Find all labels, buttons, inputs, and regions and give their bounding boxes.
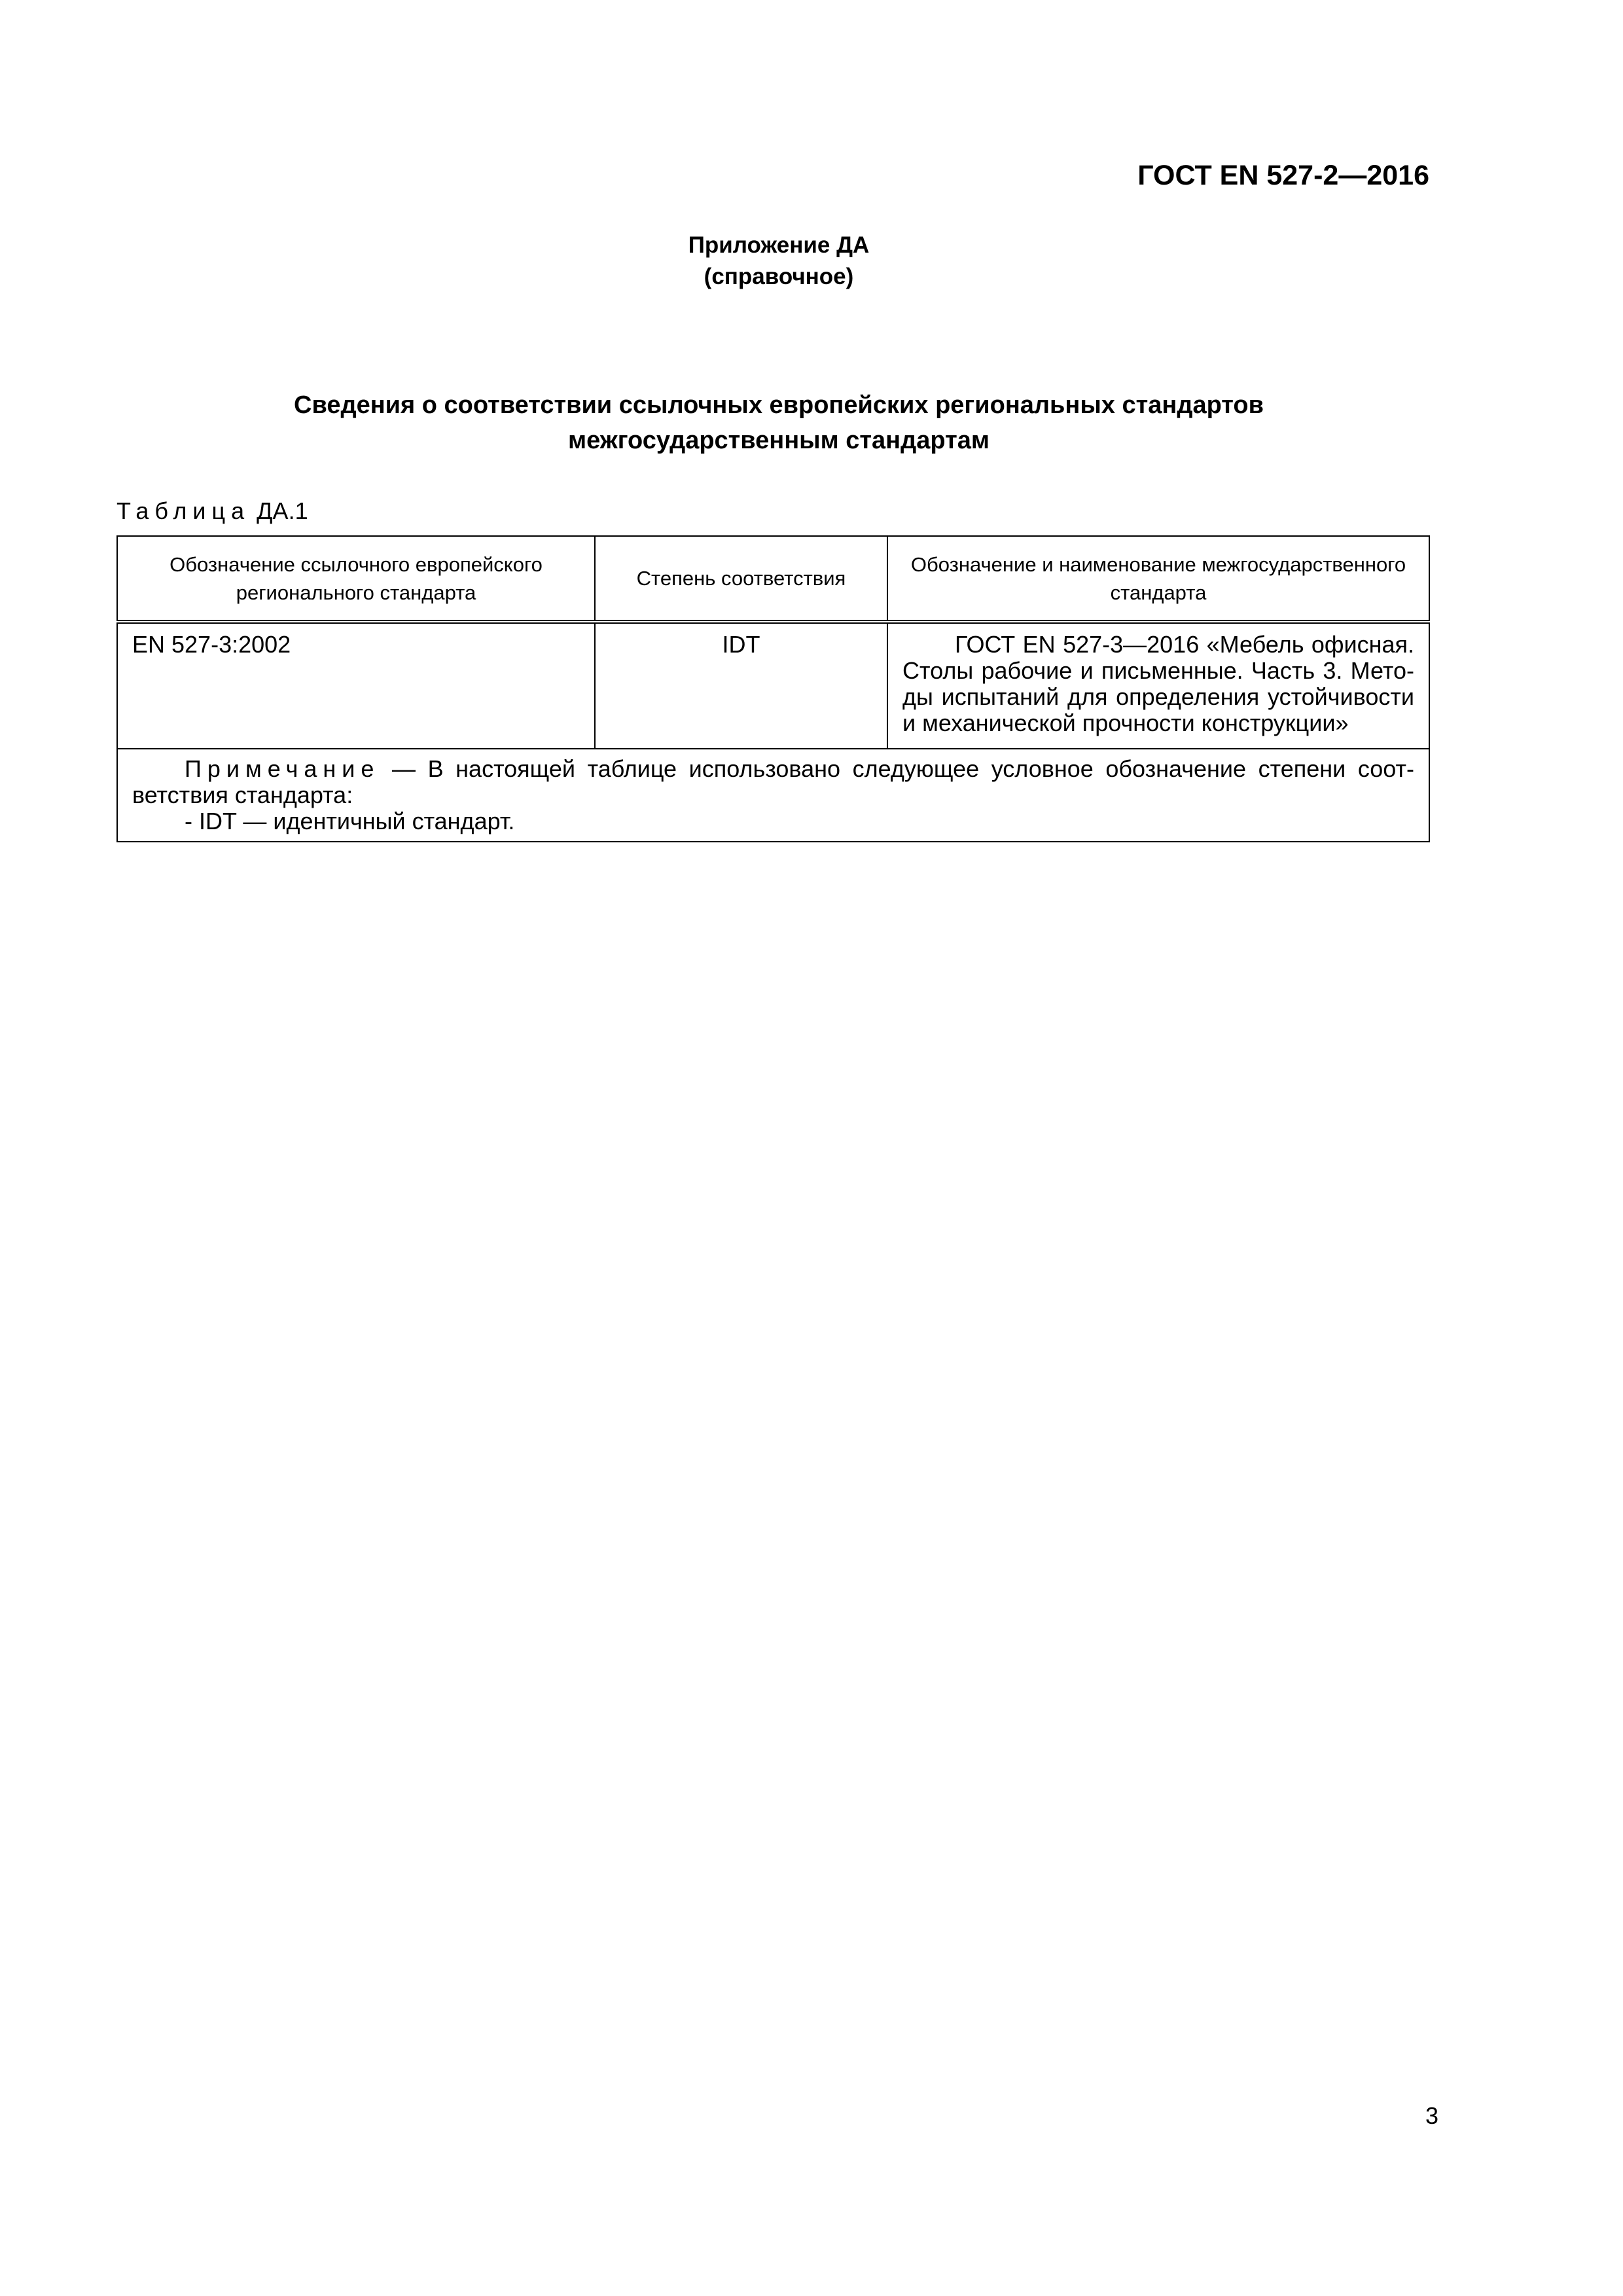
table-caption-word: Таблица (116, 497, 251, 524)
column-header-interstate-standard: Обозначение и наименование межгосударственного стандарта (887, 536, 1429, 622)
degree-value: IDT (722, 631, 760, 658)
note-body: — В настоящей таблице использовано следующее условное обозначение степени соответствия стандарта: (132, 755, 1414, 808)
cell-degree (595, 622, 887, 749)
cell-interstate-standard (887, 622, 1429, 749)
document-code: ГОСТ EN 527-2—2016 (1137, 160, 1429, 191)
table-caption-id: ДА.1 (257, 497, 308, 524)
correspondence-table (116, 535, 1430, 842)
cell-ref-standard (117, 622, 595, 749)
note-text (132, 756, 1414, 808)
table-caption (116, 497, 308, 525)
table-note-row (117, 749, 1429, 842)
interstate-standard-value: ГОСТ EN 527-3—2016 «Мебель офисная. Столы рабочие и письменные. Часть 3. Методы испытаний для определения устойчивости и механической прочности конструкции» (902, 631, 1414, 736)
section-title-line1: Сведения о соответствии ссылочных европейских региональных стандартов (294, 391, 1264, 419)
section-title (0, 387, 1558, 458)
column-header-degree: Степень соответствия (595, 536, 887, 622)
column-header-ref-standard: Обозначение ссылочного европейского регионального стандарта (117, 536, 595, 622)
ref-standard-value: EN 527-3:2002 (132, 631, 291, 658)
table-header-row (117, 536, 1429, 622)
table-row (117, 622, 1429, 749)
table-note (117, 749, 1429, 842)
annex-subtitle: (справочное) (704, 264, 854, 289)
annex-title: Приложение ДА (688, 232, 870, 258)
note-label: Примечание (185, 755, 380, 782)
page-number: 3 (1425, 2102, 1439, 2129)
section-title-line2: межгосударственным стандартам (568, 427, 990, 454)
note-item: - IDT — идентичный стандарт. (185, 808, 515, 834)
